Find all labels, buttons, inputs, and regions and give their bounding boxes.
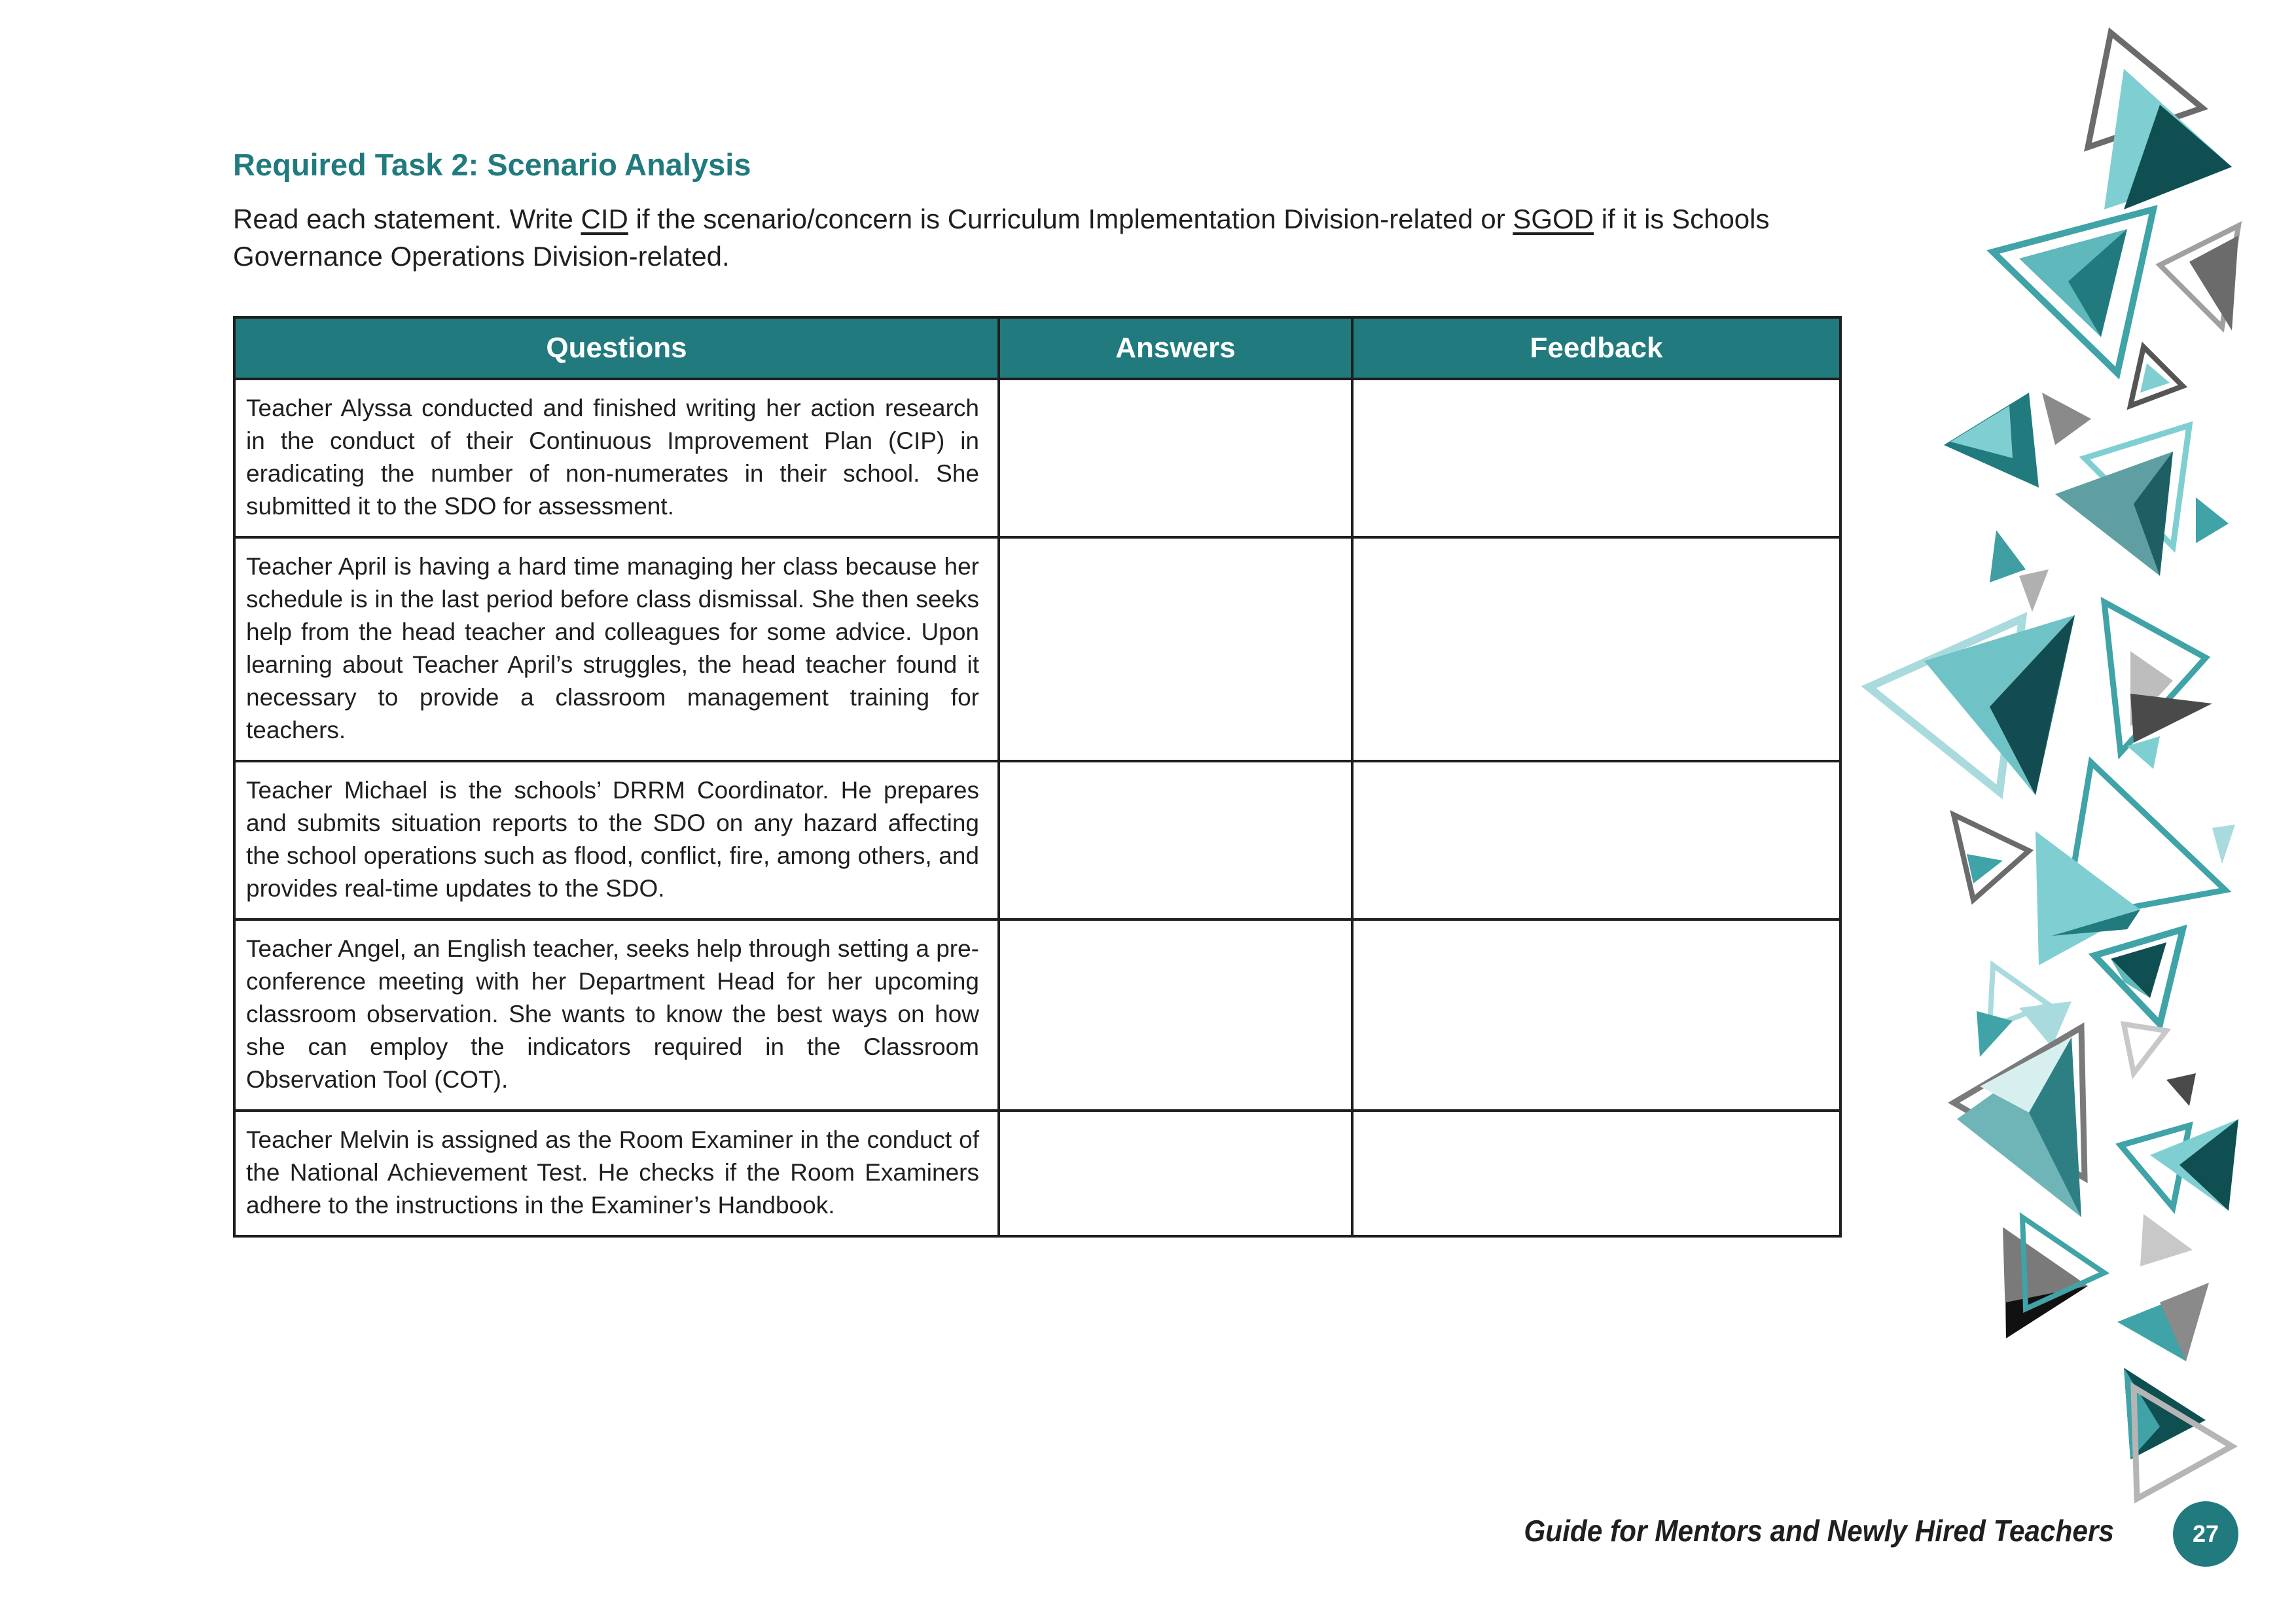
header-row bbox=[234, 317, 1840, 379]
question-cell: Teacher Angel, an English teacher, seeks help through setting a pre-conference meeting with her Department Head for her upcoming classroom observation. She wants to know the best ways on how she can employ the indicators required in the Classroom Observation Tool (COT). bbox=[234, 919, 999, 1111]
triangle-shape bbox=[2124, 1024, 2166, 1073]
table-row bbox=[234, 379, 1840, 537]
footer-title: Guide for Mentors and Newly Hired Teachers bbox=[1524, 1514, 2114, 1548]
triangle-shape bbox=[1990, 530, 2026, 582]
scenario-table bbox=[233, 316, 1842, 1238]
feedback-cell[interactable] bbox=[1352, 537, 1840, 761]
question-cell: Teacher Michael is the schools’ DRRM Coordinator. He prepares and submits situation reports to the SDO on any hazard affecting the school operations such as flood, conflict, fire, among others, and provides real-time updates to the SDO. bbox=[234, 761, 999, 919]
decorative-triangles bbox=[1846, 0, 2296, 1531]
triangle-shape bbox=[1954, 815, 2029, 900]
triangle-shape bbox=[2140, 1214, 2193, 1266]
feedback-cell[interactable] bbox=[1352, 761, 1840, 919]
question-cell: Teacher Melvin is assigned as the Room Examiner in the conduct of the National Achievement Test. He checks if the Room Examiners adhere to the instructions in the Examiner’s Handbook. bbox=[234, 1111, 999, 1236]
table-row bbox=[234, 537, 1840, 761]
sgod-term: SGOD bbox=[1513, 204, 1594, 234]
page-title: Required Task 2: Scenario Analysis bbox=[233, 147, 751, 182]
questions-header: Questions bbox=[234, 317, 999, 379]
instructions-text-3: if it is Schools Governance Operations Division-related. bbox=[233, 204, 1770, 272]
page-number-badge: 27 bbox=[2173, 1501, 2238, 1567]
question-cell: Teacher Alyssa conducted and finished writing her action research in the conduct of their Continuous Improvement Plan (CIP) in eradicating the number of non-numerates in their school. She submitted it to the SDO for assessment. bbox=[234, 379, 999, 537]
feedback-cell[interactable] bbox=[1352, 379, 1840, 537]
triangle-shape bbox=[2196, 497, 2229, 543]
answer-cell[interactable] bbox=[999, 919, 1352, 1111]
instructions bbox=[233, 200, 1804, 275]
triangle-shape bbox=[2019, 569, 2049, 612]
instructions-text-1: Read each statement. Write bbox=[233, 204, 581, 234]
table-row bbox=[234, 1111, 1840, 1236]
cid-term: CID bbox=[581, 204, 628, 234]
feedback-cell[interactable] bbox=[1352, 1111, 1840, 1236]
answers-header: Answers bbox=[999, 317, 1352, 379]
feedback-header: Feedback bbox=[1352, 317, 1840, 379]
table-row bbox=[234, 761, 1840, 919]
instructions-text-2: if the scenario/concern is Curriculum Implementation Division-related or bbox=[628, 204, 1513, 234]
triangle-shape bbox=[2130, 694, 2212, 743]
answer-cell[interactable] bbox=[999, 379, 1352, 537]
answer-cell[interactable] bbox=[999, 537, 1352, 761]
table-row bbox=[234, 919, 1840, 1111]
question-cell: Teacher April is having a hard time managing her class because her schedule is in the last period before class dismissal. She then seeks help from the head teacher and colleagues for some advice. Upon learning about Teacher April’s struggles, the head teacher found it necessary to provide a classroom management training for teachers. bbox=[234, 537, 999, 761]
answer-cell[interactable] bbox=[999, 1111, 1352, 1236]
feedback-cell[interactable] bbox=[1352, 919, 1840, 1111]
triangle-shape bbox=[2166, 1073, 2196, 1106]
triangle-shape bbox=[2042, 393, 2091, 445]
triangle-shape bbox=[2212, 825, 2235, 864]
answer-cell[interactable] bbox=[999, 761, 1352, 919]
